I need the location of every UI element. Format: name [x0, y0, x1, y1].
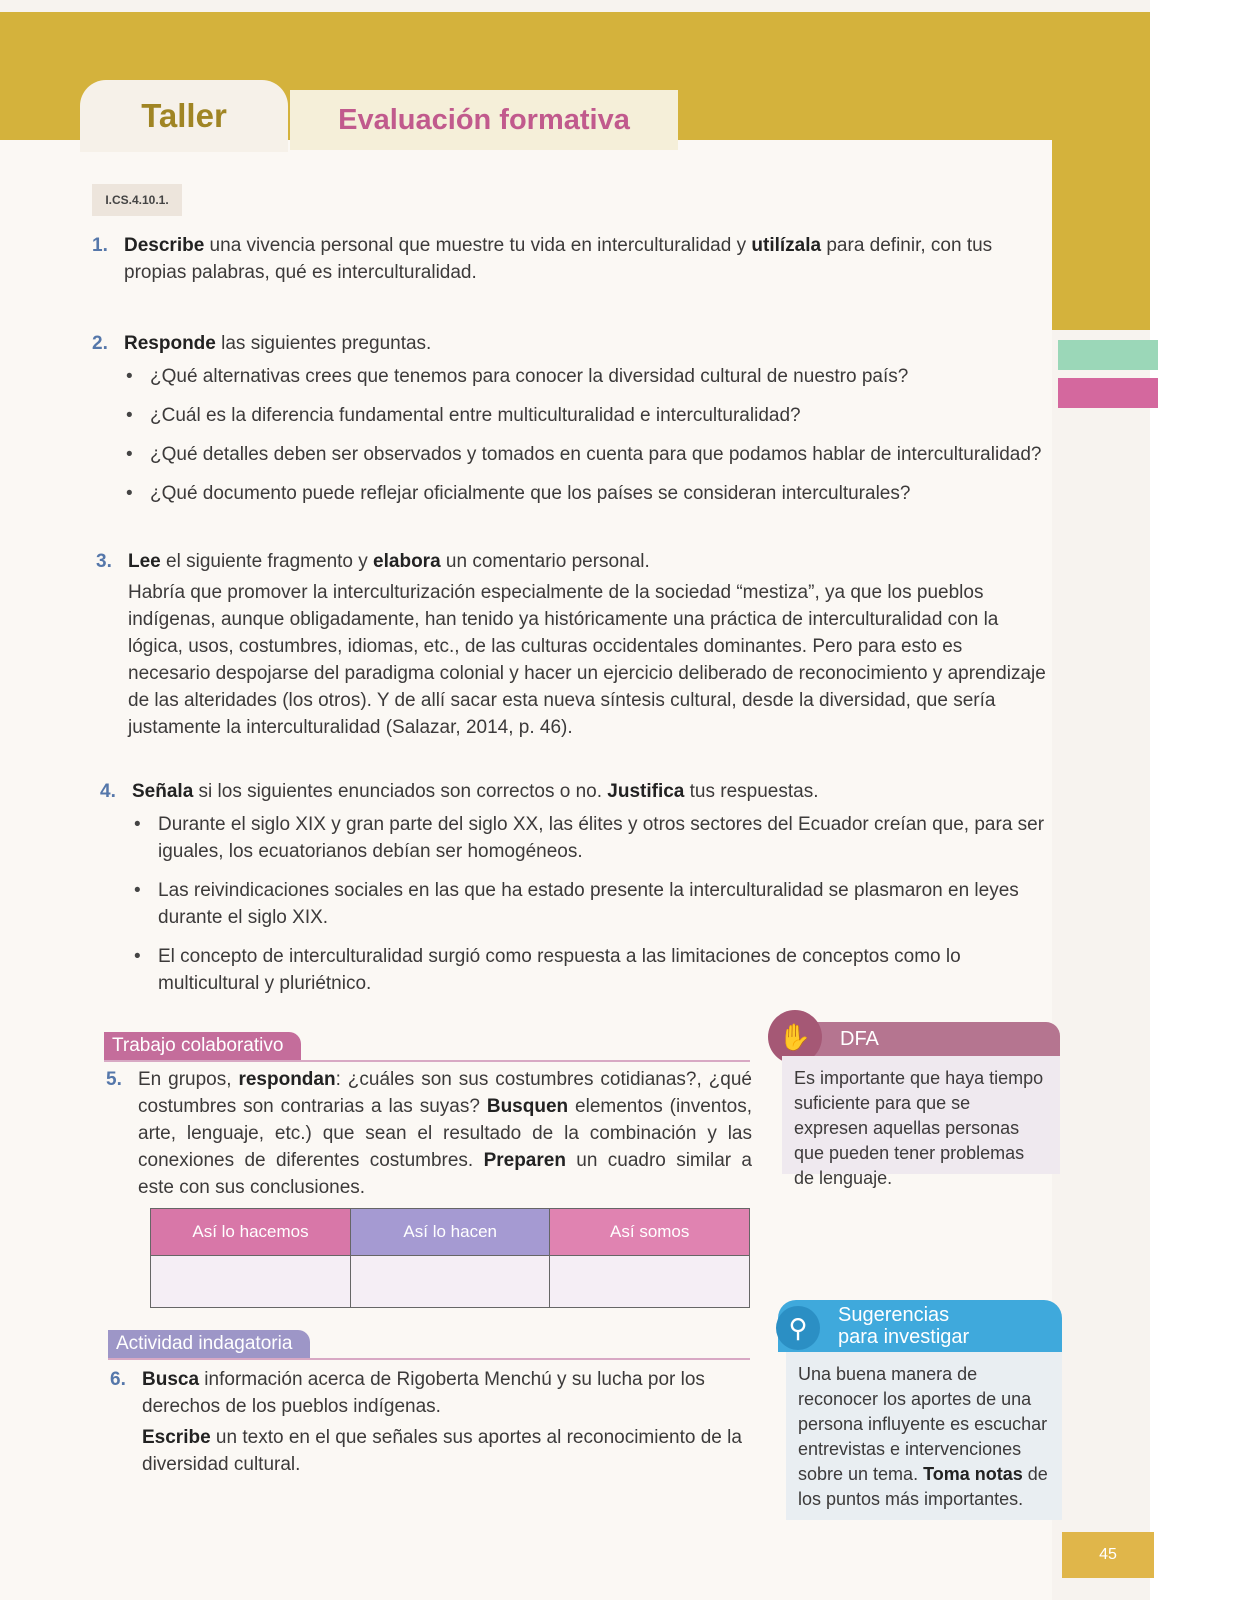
dfa-text: Es importante que haya tiempo suficiente para que se expresen aquellas personas que pueden tener problemas de lenguaje. [782, 1056, 1060, 1174]
question-4-list [132, 811, 1050, 997]
verb: respondan [238, 1069, 336, 1090]
question-number: 5. [106, 1069, 122, 1090]
quote-fragment: Habría que promover la interculturización especialmente de la sociedad “mestiza”, ya que los pueblos indígenas, aunque obligadamente, han tenido ya históricamente una práctica de interculturalidad con la lógica, usos, costumbres, idiomas, etc., de las culturas occidentales dominantes. Pero para esto es necesario despojarse del paradigma colonial y hacer un ejercicio deliberado de reconocimiento y aprendizaje de las alteridades (los otros). Y de allí sacar esta nueva síntesis cultural, desde la diversidad, que sería justamente la interculturalidad (Salazar, 2014, p. 46). [128, 582, 1046, 738]
list-item: • Las reivindicaciones sociales en las que ha estado presente la interculturalidad se plasmaron en leyes durante el siglo XIX. [132, 877, 1050, 931]
question-6-second [142, 1424, 752, 1478]
verb: Escribe [142, 1427, 211, 1448]
verb: Describe [124, 235, 205, 256]
text: Una buena manera de reconocer los aportes de una persona influyente es escuchar entrevistas e intervenciones sobre un tema. [798, 1364, 1048, 1484]
section-title: Trabajo colaborativo [104, 1032, 301, 1060]
list-item: • ¿Qué documento puede reflejar oficialmente que los países se consideran interculturales? [124, 480, 1042, 507]
right-band [1050, 12, 1150, 330]
question-number: 3. [96, 551, 112, 572]
section-title: Actividad indagatoria [108, 1330, 310, 1358]
page-margin [1150, 0, 1236, 1600]
text: un texto en el que señales sus aportes al reconocimiento de la diversidad cultural. [142, 1427, 742, 1475]
question-5 [106, 1066, 752, 1201]
question-number: 1. [92, 235, 108, 256]
question-2-list [124, 363, 1042, 507]
text: las siguientes preguntas. [215, 333, 432, 354]
magnifier-icon: ⚲ [776, 1306, 820, 1350]
question-6 [110, 1366, 752, 1478]
list-item: • ¿Qué detalles deben ser observados y tomados en cuenta para que podamos hablar de interculturalidad? [124, 441, 1042, 468]
text: elementos (inventos, arte, lenguaje, etc.) que sean el resultado de la combinación y las conexiones de diferentes costumbres. [138, 1096, 752, 1171]
indicator-code: I.CS.4.10.1. [92, 184, 182, 216]
text: información acerca de Rigoberta Menchú y su lucha por los derechos de los pueblos indígenas. [142, 1369, 705, 1417]
verb: Busquen [486, 1096, 569, 1117]
question-number: 6. [110, 1369, 126, 1390]
question-number: 2. [92, 333, 108, 354]
green-strip [1058, 340, 1158, 370]
question-number: 4. [100, 781, 116, 802]
table-row [151, 1256, 750, 1308]
text: un comentario personal. [440, 551, 650, 572]
verb: Señala [132, 781, 194, 802]
verb: utilízala [751, 235, 822, 256]
pink-strip [1058, 378, 1158, 408]
actividad-indagatoria-header [108, 1330, 750, 1360]
verb: Responde [124, 333, 216, 354]
question-text [132, 778, 1050, 997]
question-text [124, 330, 1042, 507]
table-header: Así lo hacemos [151, 1209, 351, 1256]
question-4 [100, 778, 1050, 1009]
sugerencias-text [786, 1352, 1062, 1520]
text: el siguiente fragmento y [160, 551, 374, 572]
list-item: • Durante el siglo XIX y gran parte del siglo XX, las élites y otros sectores del Ecuador creían que, para ser iguales, los ecuatorianos debían ser homogéneos. [132, 811, 1050, 865]
sugerencias-title-line2: para investigar [838, 1326, 970, 1348]
text: si los siguientes enunciados son correctos o no. [193, 781, 608, 802]
hands-icon: ✋ [768, 1010, 822, 1064]
question-2 [92, 330, 1042, 519]
table-header: Así lo hacen [350, 1209, 549, 1256]
text: : ¿cuáles son sus costumbres cotidianas?, ¿qué costumbres son contrarias a las suyas? [138, 1069, 752, 1117]
table-cell[interactable] [550, 1256, 750, 1308]
verb: Lee [128, 551, 161, 572]
list-item: • ¿Cuál es la diferencia fundamental entre multiculturalidad e interculturalidad? [124, 402, 1042, 429]
question-text [128, 548, 1046, 741]
verb: elabora [373, 551, 441, 572]
question-1 [92, 232, 1042, 286]
verb: Preparen [483, 1150, 566, 1171]
text: para definir, con tus propias palabras, qué es interculturalidad. [124, 235, 993, 283]
trabajo-colaborativo-header [104, 1032, 750, 1062]
list-item: • El concepto de interculturalidad surgió como respuesta a las limitaciones de conceptos como lo multicultural y pluriétnico. [132, 943, 1050, 997]
list-item: • ¿Qué alternativas crees que tenemos para conocer la diversidad cultural de nuestro país? [124, 363, 1042, 390]
bold-text: Toma notas [923, 1464, 1023, 1484]
question-text [138, 1066, 752, 1201]
question-text [142, 1366, 752, 1478]
text: En grupos, [138, 1069, 239, 1090]
text: tus respuestas. [684, 781, 819, 802]
verb: Justifica [607, 781, 685, 802]
sugerencias-header [778, 1300, 1062, 1352]
text: de los puntos más importantes. [798, 1464, 1048, 1509]
table-header: Así somos [550, 1209, 750, 1256]
table-header-row [151, 1209, 750, 1256]
table-cell[interactable] [350, 1256, 549, 1308]
text: un cuadro similar a este con sus conclusiones. [138, 1150, 752, 1198]
conclusions-table [150, 1208, 750, 1308]
verb: Busca [142, 1369, 200, 1390]
sugerencias-title-line1: Sugerencias [838, 1304, 950, 1326]
table-cell[interactable] [151, 1256, 351, 1308]
text: una vivencia personal que muestre tu vida en interculturalidad y [204, 235, 752, 256]
page-number: 45 [1062, 1532, 1154, 1578]
dfa-title: DFA [840, 1028, 879, 1050]
question-3 [96, 548, 1046, 741]
question-text [124, 232, 1042, 286]
tab-evaluacion-formativa: Evaluación formativa [290, 90, 678, 150]
tab-taller: Taller [80, 80, 288, 152]
